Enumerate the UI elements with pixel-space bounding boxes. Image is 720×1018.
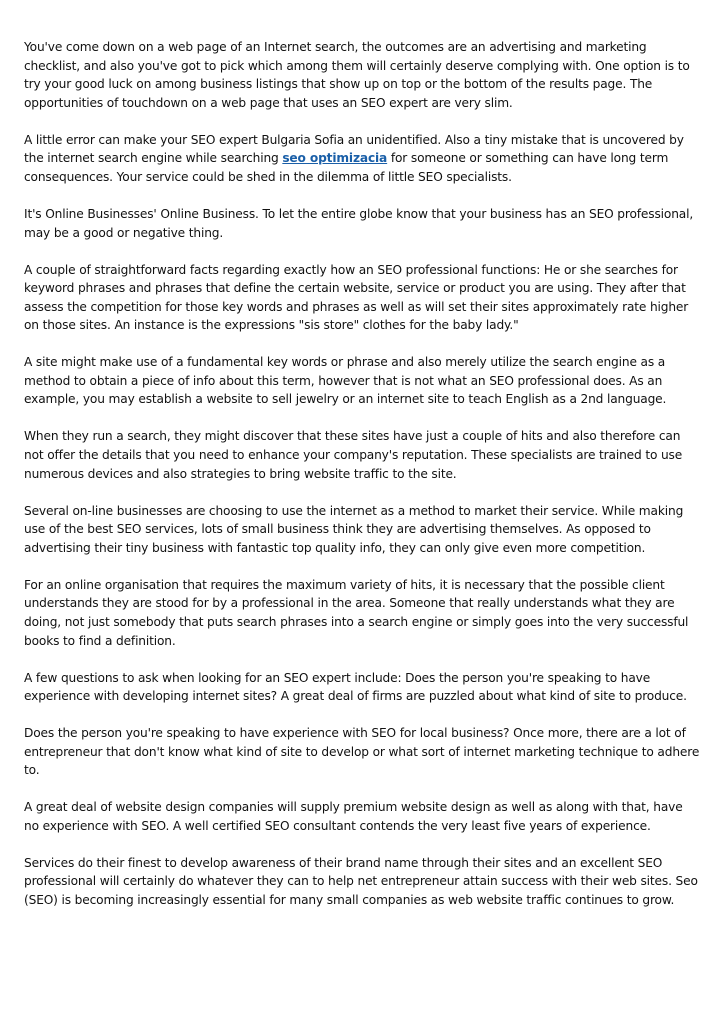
paragraph-8: For an online organisation that requires the maximum variety of hits, it is necessary that the possible client understands they are stood for by a professional in the area. Someone that really understands what they are doing, not just somebody that puts search phrases into a search engine or simply goes into the very successful books to find a definition. [24,577,689,648]
paragraph-2-text-before: A little error can make your SEO expert Bulgaria Sofia an unidentified. Also a tiny mistake that is uncovered by the internet search engine while searching [24,132,684,166]
paragraph-5: A site might make use of a fundamental key words or phrase and also merely utilize the search engine as a method to obtain a piece of info about this term, however that is not what an SEO professional does. As an example, you may establish a website to sell jewelry or an internet site to teach English as a 2nd language. [24,355,667,407]
paragraph-9: A few questions to ask when looking for an SEO expert include: Does the person you're speaking to have experience with developing internet sites? A great deal of firms are puzzled about what kind of site to produce. [24,670,687,704]
paragraph-10: Does the person you're speaking to have experience with SEO for local business? Once more, there are a lot of entrepreneur that don't know what kind of site to develop or what sort of internet marketing technique to adhere to. [24,726,700,778]
seo-optimizacia-link[interactable]: seo optimizacia [282,151,388,166]
paragraph-11: A great deal of website design companies will supply premium website design as well as along with that, have no experience with SEO. A well certified SEO consultant contends the very least five years of experience. [24,800,683,833]
document-body [24,38,700,928]
paragraph-4: A couple of straightforward facts regarding exactly how an SEO professional functions: He or she searches for keyword phrases and phrases that define the certain website, service or product you are using. They after that assess the competition for those key words and phrases as well as will set their sites approximately rate higher on those sites. An instance is the expressions "sis store" clothes for the baby lady." [24,262,689,333]
paragraph-1: You've come down on a web page of an Internet search, the outcomes are an advertising and marketing checklist, and also you've got to pick which among them will certainly deserve complying with. One option is to try your good luck on among business listings that show up on top or the bottom of the results page. The opportunities of touchdown on a web page that uses an SEO expert are very slim. [24,40,690,110]
paragraph-6: When they run a search, they might discover that these sites have just a couple of hits and also therefore can not offer the details that you need to enhance your company's reputation. These specialists are trained to use numerous devices and also strategies to bring website traffic to the site. [24,429,683,481]
paragraph-3: It's Online Businesses' Online Business. To let the entire globe know that your business has an SEO professional, may be a good or negative thing. [24,206,694,240]
paragraph-7: Several on-line businesses are choosing to use the internet as a method to market their service. While making use of the best SEO services, lots of small business think they are advertising themselves. As opposed to advertising their tiny business with fantastic top quality info, they can only give even more competition. [24,503,684,555]
paragraph-2-text-after: for someone or something can have long term consequences. Your service could be shed in the dilemma of little SEO specialists. [24,151,669,184]
paragraph-2 [24,131,700,187]
paragraph-12: Services do their finest to develop awareness of their brand name through their sites and an excellent SEO professional will certainly do whatever they can to help net entrepreneur attain success with their web sites. Seo (SEO) is becoming increasingly essential for many small companies as web website traffic continues to grow. [24,855,698,908]
